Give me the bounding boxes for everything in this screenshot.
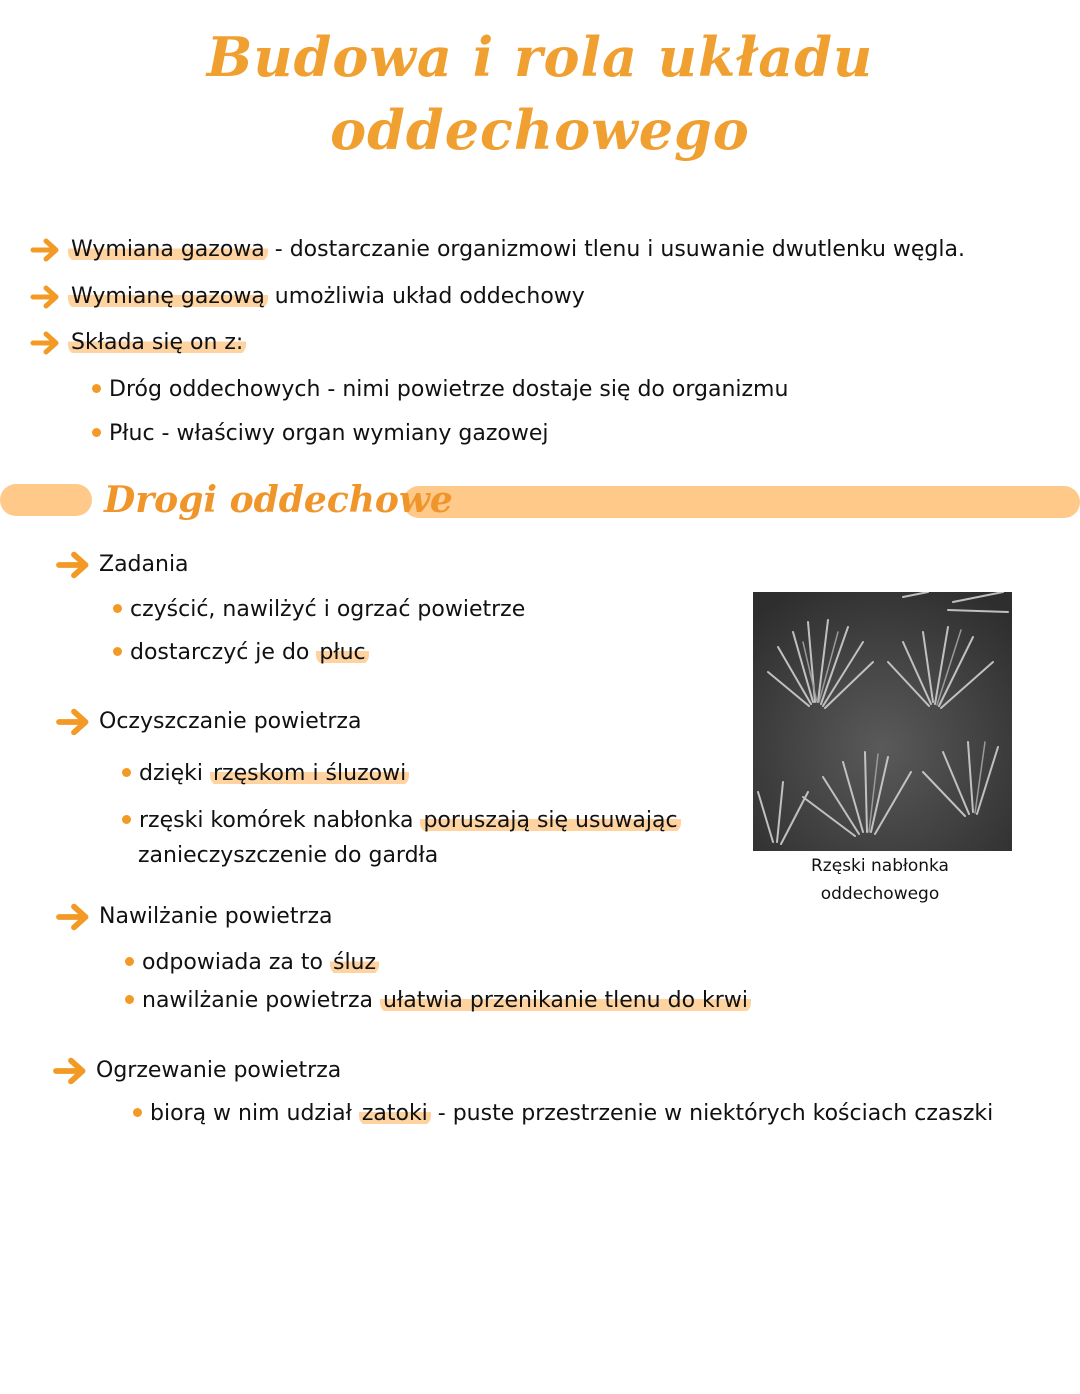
intro-line-3: [30, 328, 246, 358]
list-item: rzęski komórek nabłonka poruszają się usuwając: [122, 806, 681, 836]
section-banner-right: [403, 486, 1080, 518]
list-item-continuation: zanieczyszczenie do gardła: [138, 843, 439, 868]
list-item-pluca: Płuc - właściwy organ wymiany gazowej: [92, 419, 548, 449]
intro-line-2: Wymianę gazową umożliwia układ oddechowy: [30, 282, 585, 312]
list-item: nawilżanie powietrza ułatwia przenikanie tlenu do krwi: [125, 986, 751, 1016]
bullet-icon: [92, 428, 101, 437]
cilia-micrograph-image: [753, 592, 1012, 851]
page-title-line-2: oddechowego: [330, 98, 750, 162]
arrow-right-icon: [55, 707, 93, 737]
highlight-sklada-sie: Składa się on z:: [68, 330, 246, 355]
bullet-icon: [133, 1108, 142, 1117]
bullet-icon: [125, 995, 134, 1004]
bullet-icon: [113, 604, 122, 613]
arrow-right-icon: [52, 1056, 90, 1086]
list-item: dzięki rzęskom i śluzowi: [122, 759, 409, 789]
list-item-drogi: Dróg oddechowych - nimi powietrze dostaje się do organizmu: [92, 375, 788, 405]
section-title: Drogi oddechowe: [104, 479, 453, 521]
bullet-icon: [122, 768, 131, 777]
bullet-icon: [92, 384, 101, 393]
heading-ogrzewanie: Ogrzewanie powietrza: [52, 1056, 341, 1086]
page-title-line-1: Budowa i rola układu: [206, 25, 874, 89]
bullet-icon: [122, 815, 131, 824]
list-item: dostarczyć je do płuc: [113, 638, 369, 668]
highlight-wymiana-gazowa: Wymiana gazowa: [68, 237, 268, 262]
list-item: czyścić, nawilżyć i ogrzać powietrze: [113, 595, 525, 625]
arrow-right-icon: [30, 237, 62, 263]
heading-oczyszczanie: Oczyszczanie powietrza: [55, 707, 361, 737]
heading-zadania: Zadania: [55, 550, 189, 580]
heading-nawilzanie: Nawilżanie powietrza: [55, 902, 333, 932]
arrow-right-icon: [30, 284, 62, 310]
list-item: odpowiada za to śluz: [125, 948, 379, 978]
bullet-icon: [113, 647, 122, 656]
intro-line-1: Wymiana gazowa - dostarczanie organizmowi tlenu i usuwanie dwutlenku węgla.: [30, 235, 965, 265]
arrow-right-icon: [30, 330, 62, 356]
list-item: biorą w nim udział zatoki - puste przestrzenie w niektórych kościach czaszki: [133, 1099, 993, 1129]
arrow-right-icon: [55, 902, 93, 932]
bullet-icon: [125, 957, 134, 966]
figure-caption: Rzęski nabłonka oddechowego: [811, 856, 949, 904]
arrow-right-icon: [55, 550, 93, 580]
section-banner-left: [0, 484, 92, 516]
highlight-wymiane-gazowa: Wymianę gazową: [68, 284, 268, 309]
